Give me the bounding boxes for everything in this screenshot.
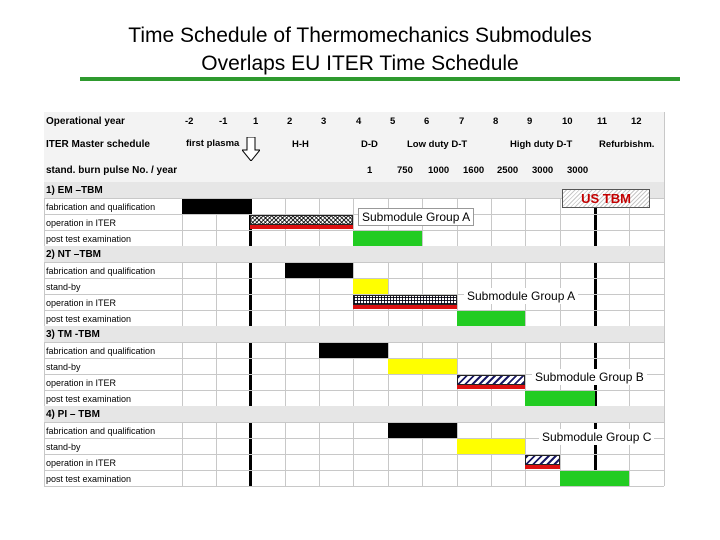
grid-row-line xyxy=(44,358,664,359)
year-cell: 2 xyxy=(287,116,293,127)
task-label: fabrication and qualification xyxy=(46,202,156,212)
operation-underline xyxy=(525,465,560,469)
task-label: post test examination xyxy=(46,474,132,484)
year-cell: 5 xyxy=(390,116,396,127)
fabrication-bar xyxy=(388,423,457,438)
operation-bar xyxy=(457,375,525,385)
grid-row-line xyxy=(44,422,664,423)
callout-group-b-tm: Submodule Group B xyxy=(532,369,647,385)
phase-high-duty: High duty D-T xyxy=(510,139,573,150)
task-label: operation in ITER xyxy=(46,218,117,228)
pulse-cell: 750 xyxy=(397,165,413,176)
task-label: fabrication and qualification xyxy=(46,266,156,276)
grid-row-line xyxy=(44,310,664,311)
year-cell: 11 xyxy=(597,116,608,127)
phase-low-duty: Low duty D-T xyxy=(407,139,468,150)
pulse-cell: 1000 xyxy=(428,165,450,176)
fabrication-bar xyxy=(319,343,388,358)
task-label: post test examination xyxy=(46,394,132,404)
task-label: operation in ITER xyxy=(46,378,117,388)
section-label-em-tbm: 1) EM –TBM xyxy=(46,185,103,196)
operation-underline xyxy=(353,305,457,309)
year-cell: -2 xyxy=(185,116,194,127)
operation-bar xyxy=(525,455,560,465)
pulse-cell: 3000 xyxy=(532,165,554,176)
pulse-cell: 3000 xyxy=(567,165,589,176)
operation-bar xyxy=(353,295,457,305)
stand-by-bar xyxy=(353,279,388,294)
task-label: stand-by xyxy=(46,362,81,372)
pulse-cell: 2500 xyxy=(497,165,519,176)
callout-group-c-pi: Submodule Group C xyxy=(539,429,654,445)
header-label-master-schedule: ITER Master schedule xyxy=(46,139,150,150)
header-label-burn-pulse: stand. burn pulse No. / year xyxy=(46,165,178,176)
task-label: operation in ITER xyxy=(46,298,117,308)
header-label-operational-year: Operational year xyxy=(46,116,125,127)
operation-underline xyxy=(250,225,353,229)
task-label: stand-by xyxy=(46,442,81,452)
task-label: fabrication and qualification xyxy=(46,346,156,356)
section-label-pi-tbm: 4) PI – TBM xyxy=(46,409,100,420)
post-test-bar xyxy=(560,471,629,486)
section-row-bg xyxy=(44,326,664,342)
title-line-1: Time Schedule of Thermomechanics Submodules xyxy=(128,24,592,47)
grid-row-line xyxy=(44,454,664,455)
task-label: stand-by xyxy=(46,282,81,292)
year-cell: 9 xyxy=(527,116,533,127)
year-cell: 3 xyxy=(321,116,327,127)
pulse-cell: 1 xyxy=(367,165,373,176)
task-label: fabrication and qualification xyxy=(46,426,156,436)
fabrication-bar xyxy=(285,263,353,278)
phase-first-plasma: first plasma xyxy=(186,138,240,149)
grid-row-line xyxy=(44,486,664,487)
phase-dd: D-D xyxy=(361,139,378,150)
fabrication-bar xyxy=(182,199,250,214)
pulse-cell: 1600 xyxy=(463,165,485,176)
stand-by-bar xyxy=(388,359,457,374)
phase-hh: H-H xyxy=(292,139,309,150)
operation-bar xyxy=(250,215,353,225)
year-cell: -1 xyxy=(219,116,228,127)
grid-row-line xyxy=(44,214,664,215)
task-label: operation in ITER xyxy=(46,458,117,468)
us-tbm-label: US TBM xyxy=(562,189,650,208)
post-test-bar xyxy=(353,231,422,246)
grid-row-line xyxy=(44,262,664,263)
section-label-tm-tbm: 3) TM -TBM xyxy=(46,329,100,340)
grid-col-line xyxy=(664,112,665,486)
year-cell: 8 xyxy=(493,116,499,127)
first-plasma-arrow-icon xyxy=(242,137,260,161)
year-cell: 1 xyxy=(253,116,259,127)
task-label: post test examination xyxy=(46,314,132,324)
stand-by-bar xyxy=(457,439,525,454)
year-cell: 12 xyxy=(631,116,642,127)
phase-refurbishment: Refurbishm. xyxy=(599,139,655,150)
operation-underline xyxy=(457,385,525,389)
title-line-2: Overlaps EU ITER Time Schedule xyxy=(201,52,519,75)
section-label-nt-tbm: 2) NT –TBM xyxy=(46,249,101,260)
post-test-bar xyxy=(457,311,525,326)
year-cell: 10 xyxy=(562,116,573,127)
year-cell: 7 xyxy=(459,116,465,127)
year-cell: 6 xyxy=(424,116,430,127)
callout-group-a-em: Submodule Group A xyxy=(358,208,474,226)
year-cell: 4 xyxy=(356,116,362,127)
callout-group-a-nt: Submodule Group A xyxy=(464,288,578,304)
section-row-bg xyxy=(44,406,664,422)
task-label: post test examination xyxy=(46,234,132,244)
post-test-bar xyxy=(525,391,595,406)
section-row-bg xyxy=(44,246,664,262)
